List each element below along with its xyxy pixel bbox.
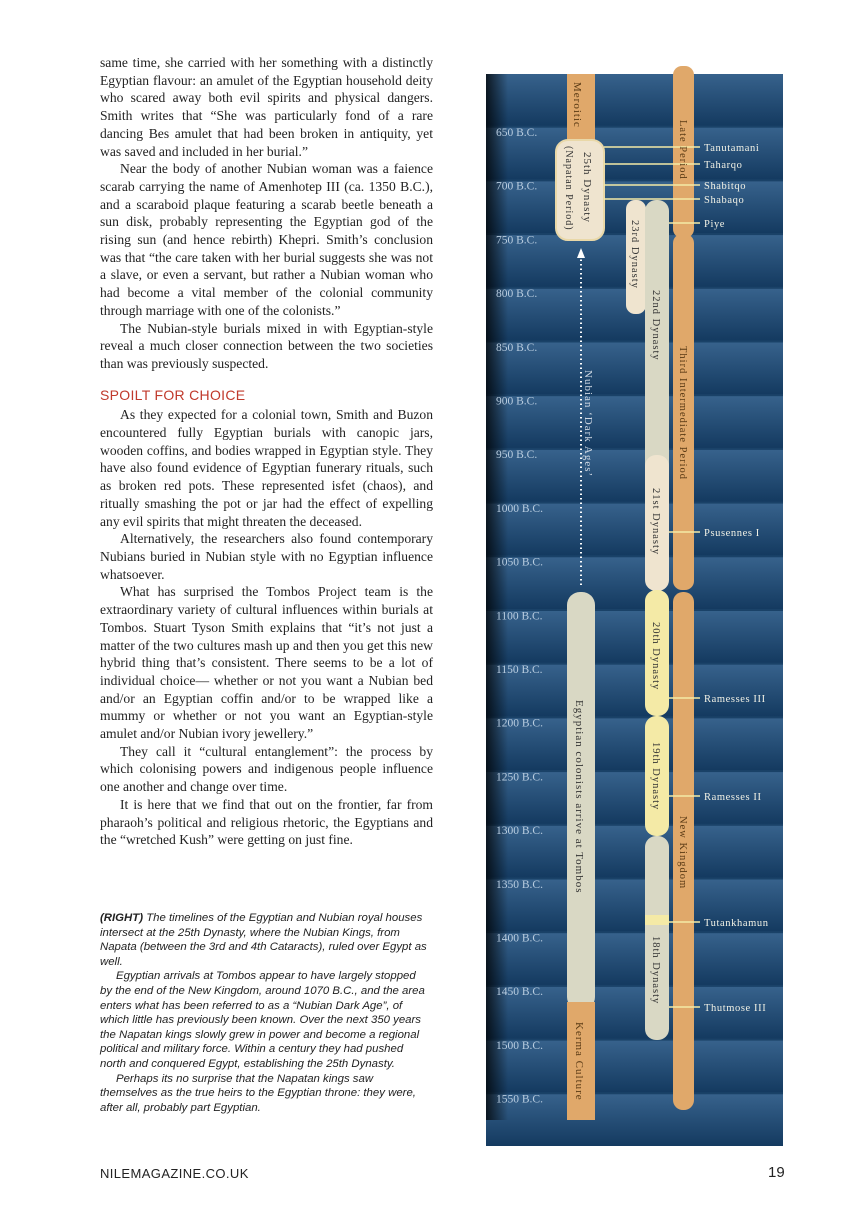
caption-text: Egyptian arrivals at Tombos appear to have largely stopped by the end of the New Kingdom, around 1070 B.C., and the area enters what has been referred to as a “Nubian Dark Age”, of which little has previously been known. Over the next 350 years the Napatan kings slowly grew in power and become a regional political and military force. Within a century they had pushed north and conquered Egypt, establishing the 25th Dynasty.: [100, 970, 425, 1070]
ruler-label: Ramesses II: [704, 792, 762, 803]
caption-lead: (RIGHT): [100, 912, 144, 924]
timeline-band: [486, 74, 783, 126]
year-label: 1350 B.C.: [496, 878, 543, 891]
kerma-label: Kerma Culture: [573, 1022, 585, 1101]
ruler-label: Tutankhamun: [704, 918, 769, 929]
ruler-label: Thutmose III: [704, 1003, 767, 1014]
paragraph: Near the body of another Nubian woman was a faience scarab carrying the name of Amenhotep III (ca. 1350 B.C.), and a scaraboid plaque featuring a scarab beetle beneath a sun disk, probably representing the Egyptian god of the rising sun (and hence rebirth) Khepri. Smith’s conclusion was that “the care taken with her burial suggests she was not a slave, or even a servant, but rather a Nubian woman who had become a vital member of the colonial community through marriage with one of the colonists.”: [100, 161, 433, 318]
d22-label: 22nd Dynasty: [650, 290, 661, 361]
paragraph: same time, she carried with her something with a distinctly Egyptian flavour: an amulet of the Egyptian household deity who scared away both evil spirits and physical dangers. Smith writes that “She was particularly fond of a rare dancing Bes amulet that had been broken in antiquity, yet was saved and included in her burial.”: [100, 55, 433, 159]
colonists-label: Egyptian colonists arrive at Tombos: [573, 700, 585, 894]
section-heading: SPOILT FOR CHOICE: [100, 386, 246, 403]
year-label: 800 B.C.: [496, 288, 538, 301]
napatan-sub-label: (Napatan Period): [563, 146, 574, 231]
year-label: 900 B.C.: [496, 395, 538, 408]
paragraph: They call it “cultural entanglement”: the process by which colonising powers and indigenous people influence one another and change over time.: [100, 743, 433, 795]
year-label: 1450 B.C.: [496, 986, 543, 999]
ruler-label: Tanutamani: [704, 143, 760, 154]
tutankhamun-mark: [645, 915, 669, 925]
footer-site: NILEMAGAZINE.CO.UK: [100, 1166, 249, 1181]
ruler-label: Taharqo: [704, 160, 743, 171]
napatan-label: 25th Dynasty: [581, 152, 593, 223]
year-label: 1300 B.C.: [496, 825, 543, 838]
ruler-label: Shabaqo: [704, 195, 745, 206]
paragraph: Alternatively, the researchers also found contemporary Nubians buried in Nubian style with no Egyptian influence whatsoever.: [100, 531, 433, 582]
late-period-label: Late Period: [677, 120, 688, 180]
year-label: 1400 B.C.: [496, 932, 543, 945]
dark-ages-label: Nubian ‘Dark Ages’: [582, 370, 594, 478]
ruler-label: Ramesses III: [704, 694, 766, 705]
d20-label: 20th Dynasty: [650, 622, 661, 691]
year-label: 1000 B.C.: [496, 502, 543, 515]
ruler-label: Piye: [704, 219, 726, 230]
year-label: 750 B.C.: [496, 234, 538, 247]
paragraph: It is here that we find that out on the frontier, far from pharaoh’s political and religious rhetoric, the Egyptians and the “wretched Kush” were getting on just fine.: [100, 796, 433, 848]
year-label: 950 B.C.: [496, 449, 538, 462]
d19-label: 19th Dynasty: [650, 742, 661, 811]
d21-label: 21st Dynasty: [650, 488, 661, 556]
third-intermediate-label: Third Intermediate Period: [677, 346, 688, 481]
year-label: 700 B.C.: [496, 180, 538, 193]
year-label: 850 B.C.: [496, 341, 538, 354]
year-label: 1200 B.C.: [496, 717, 543, 730]
year-label: 1500 B.C.: [496, 1039, 543, 1052]
d23-label: 23rd Dynasty: [629, 220, 640, 289]
paragraph: What has surprised the Tombos Project team is the extraordinary variety of cultural influences within burials at Tombos. Stuart Tyson Smith explains that “it’s not just a matter of the two cultures mash up and then you get this new hybrid thing that’s consistent. There seems to be a lot of individual choice— whether or not you want a Nubian bed and/or an Egyptian coffin and/or to be wrapped like a mummy or whether or not you want an Egyptian-style amulet and/or Nubian ivory jewellery.”: [100, 584, 433, 742]
paragraph: The Nubian-style burials mixed in with Egyptian-style reveal a much closer connection between the two societies than was previously suspected.: [100, 320, 433, 371]
year-label: 650 B.C.: [496, 127, 538, 139]
caption-text: The timelines of the Egyptian and Nubian royal houses intersect at the 25th Dynasty, where the Nubian Kings, from Napata (between the 3rd and 4th Cataracts), ruled over Egypt as well.: [100, 912, 427, 968]
new-kingdom-label: New Kingdom: [677, 816, 688, 890]
year-label: 1100 B.C.: [496, 610, 543, 623]
page-number: 19: [768, 1164, 785, 1181]
d18-label: 18th Dynasty: [650, 936, 661, 1005]
caption-text: Perhaps its no surprise that the Napatan kings saw themselves as the true heirs to the Egyptian throne: they were, after all, probably part Egyptian.: [100, 1072, 416, 1114]
ruler-label: Shabitqo: [704, 181, 747, 192]
meroitic-label: Meroitic: [571, 82, 583, 128]
year-label: 1050 B.C.: [496, 556, 543, 569]
year-label: 1550 B.C.: [496, 1093, 543, 1106]
ruler-label: Psusennes I: [704, 528, 760, 539]
year-label: 1250 B.C.: [496, 771, 543, 784]
year-label: 1150 B.C.: [496, 664, 543, 676]
paragraph: As they expected for a colonial town, Smith and Buzon encountered fully Egyptian burials with canopic jars, wooden coffins, and bodies wrapped in Egyptian style. They have also found evidence of Egyptian funerary rituals, such as broken red pots. These represented isfet (chaos), and ritually smashing the pot or jar had the effect of expelling any evil spirits that might threaten the deceased.: [100, 407, 433, 529]
